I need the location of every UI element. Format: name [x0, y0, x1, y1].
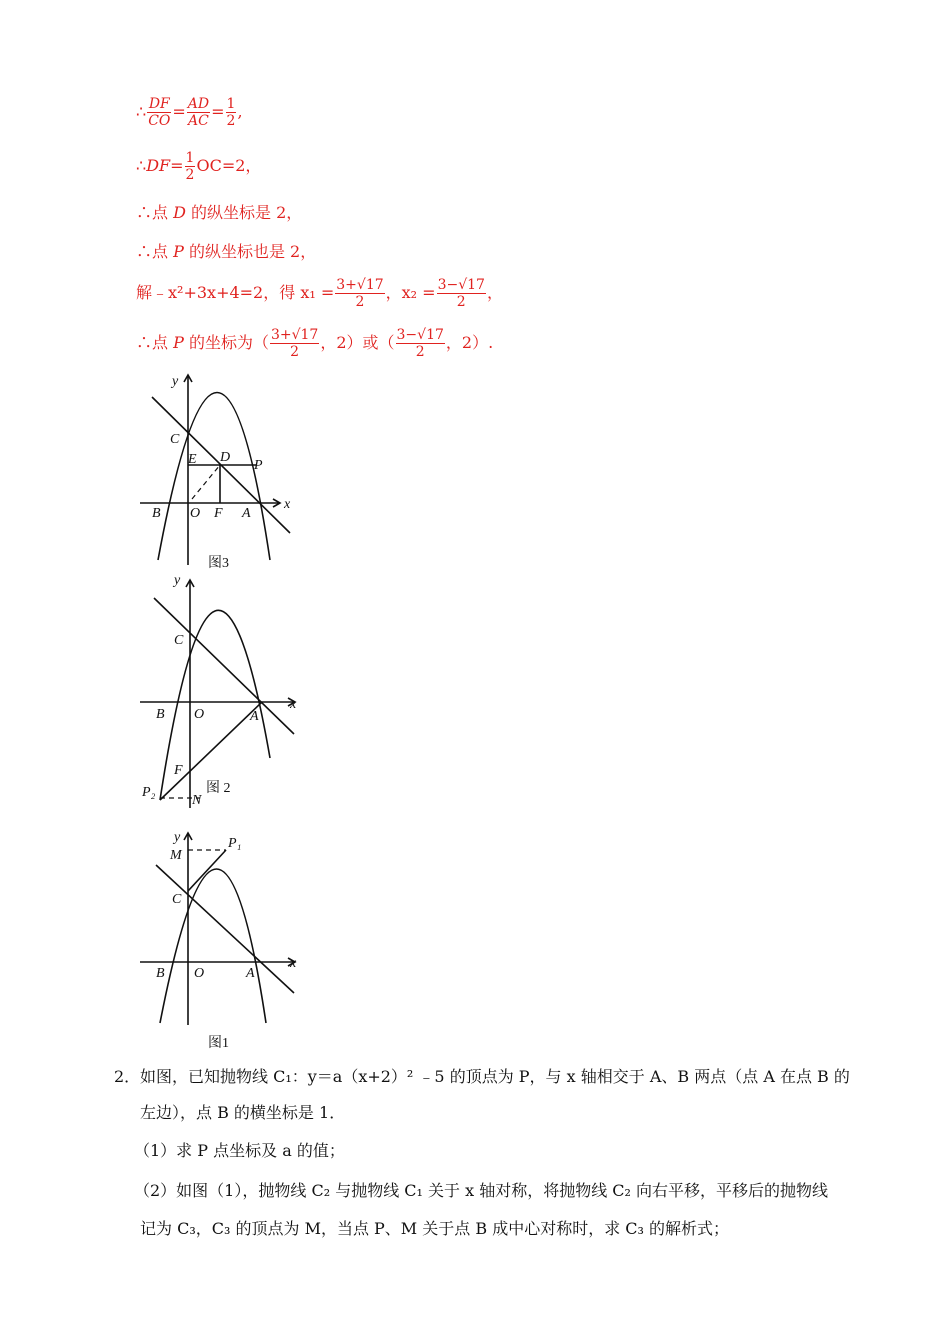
solution-line-3: ∴点 D 的纵坐标是 2，	[136, 203, 303, 222]
fraction-df-co: $\frac{DF}{CO}$	[148, 96, 171, 129]
label-e: E	[188, 452, 197, 467]
question-line-1: 如图，已知抛物线 C₁：y＝a（x+2）² ﹣5 的顶点为 P，与 x 轴相交于 A、B 两点（点 A 在点 B 的	[140, 1067, 850, 1086]
label-p: P	[254, 458, 263, 473]
line-ca	[156, 865, 294, 993]
figure-3-caption: 图3	[208, 556, 229, 571]
label-c: C	[172, 892, 182, 907]
label-o: O	[194, 707, 205, 722]
question-part-1: （1）求 P 点坐标及 a 的值；	[134, 1141, 345, 1160]
label-a: A	[246, 966, 255, 981]
label-x: x	[290, 956, 297, 971]
root-fraction-2: $\frac{3-√17}{2}$	[437, 277, 485, 310]
figure-3	[130, 365, 310, 575]
parabola	[158, 393, 270, 561]
label-x: x	[290, 697, 297, 712]
figure-1	[130, 825, 310, 1055]
label-y: y	[174, 830, 181, 845]
root-fraction-2: $\frac{3-√17}{2}$	[396, 327, 444, 360]
dashed-of	[192, 465, 220, 499]
fraction-ad-ac: $\frac{AD}{AC}$	[187, 96, 210, 129]
label-c: C	[174, 633, 184, 648]
label-a: A	[250, 709, 259, 724]
label-y: y	[174, 573, 181, 588]
label-p2: P₂	[142, 785, 156, 800]
label-f: F	[174, 763, 183, 778]
label-o: O	[190, 506, 201, 521]
fraction-one-half: $\frac{1}{2}$	[185, 150, 195, 183]
solution-line-5: 解﹣x²+3x+4=2，得 x₁ = $\frac{3+√17}{2}$ ，x₂ = $\frac{3-√17}{2}$ ，	[136, 277, 503, 310]
question-part-2-line-1: （2）如图（1），抛物线 C₂ 与抛物线 C₁ 关于 x 轴对称，将抛物线 C₂ 向右平移，平移后的抛物线	[134, 1181, 829, 1200]
root-fraction-1: $\frac{3+√17}{2}$	[336, 277, 384, 310]
question-line-2: 左边），点 B 的横坐标是 1．	[140, 1103, 346, 1122]
label-f: F	[214, 506, 223, 521]
label-d: D	[220, 450, 231, 465]
label-n: N	[192, 793, 202, 808]
label-p1: P₁	[228, 836, 242, 851]
root-fraction-1: $\frac{3+√17}{2}$	[270, 327, 319, 360]
question-part-2-line-2: 记为 C₃，C₃ 的顶点为 M，当点 P、M 关于点 B 成中心对称时，求 C₃ 的解析式；	[140, 1219, 730, 1238]
solution-line-2: ∴DF= $\frac{1}{2}$ OC=2，	[136, 150, 262, 183]
figure-1-caption: 图1	[208, 1036, 229, 1051]
label-m: M	[170, 848, 182, 863]
figure-2-caption: 图 2	[206, 781, 231, 796]
label-x: x	[284, 497, 291, 512]
label-b: B	[156, 966, 165, 981]
label-y: y	[172, 374, 179, 389]
label-o: O	[194, 966, 205, 981]
solution-line-4: ∴点 P 的纵坐标也是 2，	[136, 242, 317, 261]
question-number: 2．	[114, 1067, 141, 1086]
figure-2	[130, 568, 310, 813]
label-b: B	[152, 506, 161, 521]
solution-line-6: ∴点 P 的坐标为（ $\frac{3+√17}{2}$ ，2）或（ $\frac{3-√17}{2}$ ，2）.	[136, 327, 494, 360]
fraction-one-half: $\frac{1}{2}$	[226, 96, 236, 129]
solution-line-1: ∴ $\frac{DF}{CO}$ = $\frac{AD}{AC}$ = $\frac{1}{2}$ ,	[136, 96, 243, 129]
label-b: B	[156, 707, 165, 722]
label-c: C	[170, 432, 180, 447]
label-a: A	[242, 506, 251, 521]
